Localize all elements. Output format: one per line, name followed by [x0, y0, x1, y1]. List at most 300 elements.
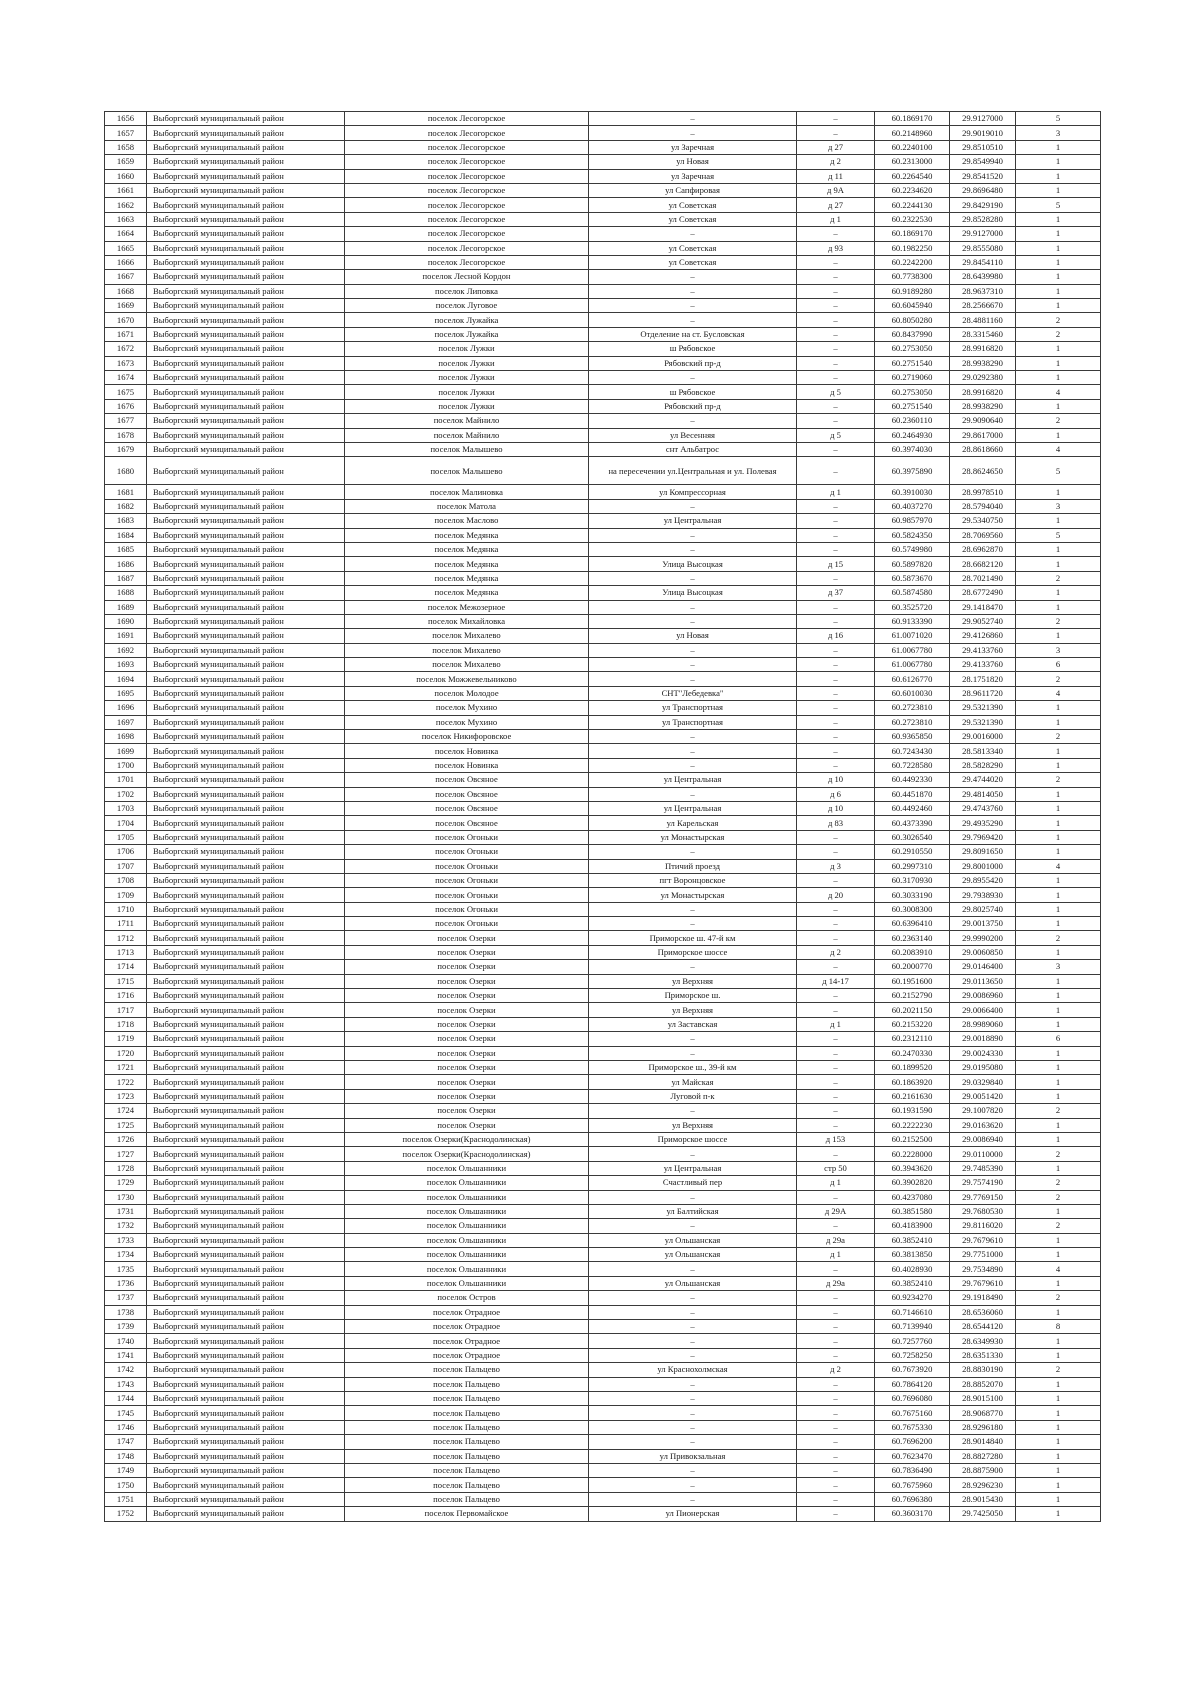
district-cell: Выборгский муниципальный район — [147, 1492, 345, 1506]
table-row — [105, 126, 1101, 140]
latitude-cell: 60.9234270 — [875, 1291, 950, 1305]
street-cell: – — [589, 1046, 797, 1060]
count-cell: 1 — [1016, 1118, 1101, 1132]
longitude-cell: 28.6351330 — [950, 1348, 1016, 1362]
district-cell: Выборгский муниципальный район — [147, 1075, 345, 1089]
latitude-cell: 60.6396410 — [875, 917, 950, 931]
table-row — [105, 1032, 1101, 1046]
row-number: 1678 — [105, 428, 147, 442]
count-cell: 1 — [1016, 1046, 1101, 1060]
district-cell: Выборгский муниципальный район — [147, 1507, 345, 1521]
district-cell: Выборгский муниципальный район — [147, 917, 345, 931]
table-row — [105, 715, 1101, 729]
street-cell: – — [589, 614, 797, 628]
latitude-cell: 61.0071020 — [875, 629, 950, 643]
longitude-cell: 28.9068770 — [950, 1406, 1016, 1420]
district-cell: Выборгский муниципальный район — [147, 457, 345, 485]
settlement-cell: поселок Медянка — [345, 557, 589, 571]
longitude-cell: 28.6772490 — [950, 586, 1016, 600]
table-row — [105, 658, 1101, 672]
table-row — [105, 1377, 1101, 1391]
settlement-cell: поселок Овсяное — [345, 816, 589, 830]
latitude-cell: 60.6045940 — [875, 299, 950, 313]
longitude-cell: 29.7679610 — [950, 1233, 1016, 1247]
table-row — [105, 989, 1101, 1003]
count-cell: 1 — [1016, 514, 1101, 528]
row-number: 1682 — [105, 499, 147, 513]
table-row — [105, 1507, 1101, 1521]
row-number: 1708 — [105, 873, 147, 887]
table-row — [105, 672, 1101, 686]
table-row — [105, 1420, 1101, 1434]
latitude-cell: 60.2751540 — [875, 399, 950, 413]
district-cell: Выборгский муниципальный район — [147, 1046, 345, 1060]
latitude-cell: 60.6010030 — [875, 686, 950, 700]
settlement-cell: поселок Озерки(Краснодолинская) — [345, 1147, 589, 1161]
settlement-cell: поселок Лужайка — [345, 313, 589, 327]
street-cell: пгт Воронцовское — [589, 873, 797, 887]
count-cell: 1 — [1016, 356, 1101, 370]
count-cell: 3 — [1016, 643, 1101, 657]
house-cell: д 1 — [797, 1176, 875, 1190]
house-cell: – — [797, 1003, 875, 1017]
settlement-cell: поселок Ольшанники — [345, 1248, 589, 1262]
count-cell: 1 — [1016, 989, 1101, 1003]
latitude-cell: 60.3603170 — [875, 1507, 950, 1521]
row-number: 1686 — [105, 557, 147, 571]
row-number: 1687 — [105, 571, 147, 585]
count-cell: 1 — [1016, 1334, 1101, 1348]
street-cell: ул Советская — [589, 212, 797, 226]
row-number: 1673 — [105, 356, 147, 370]
row-number: 1675 — [105, 385, 147, 399]
district-cell: Выборгский муниципальный район — [147, 1320, 345, 1334]
table-row — [105, 183, 1101, 197]
settlement-cell: поселок Мухино — [345, 715, 589, 729]
street-cell: ул Краснохолмская — [589, 1363, 797, 1377]
settlement-cell: поселок Озерки — [345, 989, 589, 1003]
count-cell: 1 — [1016, 787, 1101, 801]
street-cell: ул Центральная — [589, 514, 797, 528]
settlement-cell: поселок Пальцево — [345, 1449, 589, 1463]
count-cell: 1 — [1016, 1003, 1101, 1017]
district-cell: Выборгский муниципальный район — [147, 845, 345, 859]
house-cell: д 83 — [797, 816, 875, 830]
latitude-cell: 60.5897820 — [875, 557, 950, 571]
district-cell: Выборгский муниципальный район — [147, 542, 345, 556]
settlement-cell: поселок Пальцево — [345, 1478, 589, 1492]
street-cell: ул Центральная — [589, 801, 797, 815]
street-cell: Приморское шоссе — [589, 1132, 797, 1146]
row-number: 1685 — [105, 542, 147, 556]
count-cell: 1 — [1016, 758, 1101, 772]
district-cell: Выборгский муниципальный район — [147, 1363, 345, 1377]
settlement-cell: поселок Лесогорское — [345, 198, 589, 212]
settlement-cell: поселок Остров — [345, 1291, 589, 1305]
row-number: 1744 — [105, 1391, 147, 1405]
longitude-cell: 29.7680530 — [950, 1204, 1016, 1218]
district-cell: Выборгский муниципальный район — [147, 1161, 345, 1175]
district-cell: Выборгский муниципальный район — [147, 485, 345, 499]
table-row — [105, 140, 1101, 154]
house-cell: – — [797, 1435, 875, 1449]
street-cell: ул Верхняя — [589, 1003, 797, 1017]
settlement-cell: поселок Огоньки — [345, 917, 589, 931]
house-cell: – — [797, 126, 875, 140]
street-cell: – — [589, 1435, 797, 1449]
count-cell: 2 — [1016, 1291, 1101, 1305]
count-cell: 1 — [1016, 1061, 1101, 1075]
house-cell: – — [797, 960, 875, 974]
latitude-cell: 60.4028930 — [875, 1262, 950, 1276]
latitude-cell: 60.2719060 — [875, 371, 950, 385]
street-cell: СНТ"Лебедевка" — [589, 686, 797, 700]
district-cell: Выборгский муниципальный район — [147, 600, 345, 614]
street-cell: – — [589, 112, 797, 126]
house-cell: – — [797, 917, 875, 931]
house-cell: д 14-17 — [797, 974, 875, 988]
settlement-cell: поселок Ольшанники — [345, 1262, 589, 1276]
settlement-cell: поселок Лесогорское — [345, 227, 589, 241]
count-cell: 1 — [1016, 945, 1101, 959]
house-cell: – — [797, 830, 875, 844]
longitude-cell: 29.0292380 — [950, 371, 1016, 385]
latitude-cell: 60.7864120 — [875, 1377, 950, 1391]
district-cell: Выборгский муниципальный район — [147, 1334, 345, 1348]
table-row — [105, 1204, 1101, 1218]
latitude-cell: 60.2753050 — [875, 342, 950, 356]
settlement-cell: поселок Ольшанники — [345, 1233, 589, 1247]
count-cell: 2 — [1016, 773, 1101, 787]
row-number: 1671 — [105, 327, 147, 341]
count-cell: 3 — [1016, 499, 1101, 513]
count-cell: 1 — [1016, 399, 1101, 413]
house-cell: – — [797, 1391, 875, 1405]
longitude-cell: 29.8528280 — [950, 212, 1016, 226]
district-cell: Выборгский муниципальный район — [147, 327, 345, 341]
latitude-cell: 60.3525720 — [875, 600, 950, 614]
settlement-cell: поселок Ольшанники — [345, 1176, 589, 1190]
house-cell: – — [797, 672, 875, 686]
count-cell: 1 — [1016, 557, 1101, 571]
longitude-cell: 28.8875900 — [950, 1463, 1016, 1477]
house-cell: д 9А — [797, 183, 875, 197]
latitude-cell: 60.5874580 — [875, 586, 950, 600]
street-cell: ул Советская — [589, 241, 797, 255]
longitude-cell: 28.5828290 — [950, 758, 1016, 772]
latitude-cell: 60.8050280 — [875, 313, 950, 327]
table-row — [105, 1046, 1101, 1060]
count-cell: 1 — [1016, 1463, 1101, 1477]
street-cell: на пересечении ул.Центральная и ул. Полевая — [589, 457, 797, 485]
longitude-cell: 28.8830190 — [950, 1363, 1016, 1377]
longitude-cell: 29.7534890 — [950, 1262, 1016, 1276]
row-number: 1664 — [105, 227, 147, 241]
table-row — [105, 327, 1101, 341]
table-row — [105, 960, 1101, 974]
house-cell: д 29а — [797, 1276, 875, 1290]
count-cell: 1 — [1016, 1089, 1101, 1103]
count-cell: 1 — [1016, 1377, 1101, 1391]
count-cell: 2 — [1016, 1104, 1101, 1118]
table-row — [105, 730, 1101, 744]
house-cell: – — [797, 1291, 875, 1305]
house-cell: – — [797, 457, 875, 485]
row-number: 1679 — [105, 442, 147, 456]
row-number: 1706 — [105, 845, 147, 859]
table-row — [105, 629, 1101, 643]
row-number: 1740 — [105, 1334, 147, 1348]
street-cell: – — [589, 917, 797, 931]
count-cell: 1 — [1016, 371, 1101, 385]
longitude-cell: 29.0329840 — [950, 1075, 1016, 1089]
longitude-cell: 28.9015100 — [950, 1391, 1016, 1405]
row-number: 1723 — [105, 1089, 147, 1103]
row-number: 1667 — [105, 270, 147, 284]
latitude-cell: 60.7139940 — [875, 1320, 950, 1334]
district-cell: Выборгский муниципальный район — [147, 730, 345, 744]
house-cell: – — [797, 528, 875, 542]
longitude-cell: 29.7751000 — [950, 1248, 1016, 1262]
house-cell: д 2 — [797, 1363, 875, 1377]
row-number: 1709 — [105, 888, 147, 902]
count-cell: 5 — [1016, 112, 1101, 126]
house-cell: д 1 — [797, 485, 875, 499]
district-cell: Выборгский муниципальный район — [147, 299, 345, 313]
longitude-cell: 28.3315460 — [950, 327, 1016, 341]
street-cell: – — [589, 270, 797, 284]
settlement-cell: поселок Медянка — [345, 571, 589, 585]
table-row — [105, 356, 1101, 370]
settlement-cell: поселок Первомайское — [345, 1507, 589, 1521]
row-number: 1717 — [105, 1003, 147, 1017]
count-cell: 2 — [1016, 1363, 1101, 1377]
count-cell: 1 — [1016, 1478, 1101, 1492]
count-cell: 1 — [1016, 542, 1101, 556]
street-cell: – — [589, 758, 797, 772]
house-cell: – — [797, 873, 875, 887]
settlement-cell: поселок Озерки — [345, 1118, 589, 1132]
count-cell: 1 — [1016, 485, 1101, 499]
settlement-cell: поселок Озерки — [345, 1089, 589, 1103]
longitude-cell: 29.8091650 — [950, 845, 1016, 859]
table-row — [105, 112, 1101, 126]
district-cell: Выборгский муниципальный район — [147, 816, 345, 830]
latitude-cell: 60.4451870 — [875, 787, 950, 801]
longitude-cell: 29.8510510 — [950, 140, 1016, 154]
latitude-cell: 60.2322530 — [875, 212, 950, 226]
district-cell: Выборгский муниципальный район — [147, 356, 345, 370]
longitude-cell: 29.7769150 — [950, 1190, 1016, 1204]
longitude-cell: 28.9296180 — [950, 1420, 1016, 1434]
street-cell: – — [589, 414, 797, 428]
table-row — [105, 1391, 1101, 1405]
settlement-cell: поселок Матола — [345, 499, 589, 513]
street-cell: – — [589, 299, 797, 313]
count-cell: 2 — [1016, 1190, 1101, 1204]
count-cell: 1 — [1016, 629, 1101, 643]
street-cell: Рябовский пр-д — [589, 356, 797, 370]
district-cell: Выборгский муниципальный район — [147, 140, 345, 154]
count-cell: 1 — [1016, 1406, 1101, 1420]
settlement-cell: поселок Озерки — [345, 1003, 589, 1017]
latitude-cell: 60.2021150 — [875, 1003, 950, 1017]
table-row — [105, 442, 1101, 456]
table-row — [105, 845, 1101, 859]
settlement-cell: поселок Озерки — [345, 1104, 589, 1118]
latitude-cell: 60.3813850 — [875, 1248, 950, 1262]
district-cell: Выборгский муниципальный район — [147, 499, 345, 513]
row-number: 1742 — [105, 1363, 147, 1377]
latitude-cell: 60.3852410 — [875, 1276, 950, 1290]
district-cell: Выборгский муниципальный район — [147, 270, 345, 284]
street-cell: – — [589, 1104, 797, 1118]
longitude-cell: 28.7069560 — [950, 528, 1016, 542]
house-cell: – — [797, 1406, 875, 1420]
street-cell: Улица Высоцкая — [589, 586, 797, 600]
settlement-cell: поселок Луговое — [345, 299, 589, 313]
row-number: 1694 — [105, 672, 147, 686]
house-cell: – — [797, 414, 875, 428]
street-cell: ул Заречная — [589, 140, 797, 154]
row-number: 1697 — [105, 715, 147, 729]
latitude-cell: 60.7243430 — [875, 744, 950, 758]
count-cell: 1 — [1016, 917, 1101, 931]
settlement-cell: поселок Лесогорское — [345, 140, 589, 154]
longitude-cell: 29.0018890 — [950, 1032, 1016, 1046]
latitude-cell: 60.3910030 — [875, 485, 950, 499]
table-row — [105, 1190, 1101, 1204]
house-cell: – — [797, 686, 875, 700]
latitude-cell: 60.1869170 — [875, 112, 950, 126]
district-cell: Выборгский муниципальный район — [147, 686, 345, 700]
address-table-page — [104, 111, 1100, 1522]
longitude-cell: 29.7574190 — [950, 1176, 1016, 1190]
row-number: 1702 — [105, 787, 147, 801]
street-cell: – — [589, 658, 797, 672]
district-cell: Выборгский муниципальный район — [147, 571, 345, 585]
house-cell: д 11 — [797, 169, 875, 183]
longitude-cell: 29.0113650 — [950, 974, 1016, 988]
longitude-cell: 29.5321390 — [950, 701, 1016, 715]
longitude-cell: 28.9989060 — [950, 1017, 1016, 1031]
house-cell: – — [797, 1478, 875, 1492]
table-row — [105, 873, 1101, 887]
latitude-cell: 60.7146610 — [875, 1305, 950, 1319]
settlement-cell: поселок Лесогорское — [345, 169, 589, 183]
longitude-cell: 29.0195080 — [950, 1061, 1016, 1075]
settlement-cell: поселок Лесной Кордон — [345, 270, 589, 284]
district-cell: Выборгский муниципальный район — [147, 629, 345, 643]
table-row — [105, 155, 1101, 169]
longitude-cell: 29.8617000 — [950, 428, 1016, 442]
house-cell: – — [797, 1507, 875, 1521]
count-cell: 3 — [1016, 126, 1101, 140]
house-cell: – — [797, 1061, 875, 1075]
district-cell: Выборгский муниципальный район — [147, 255, 345, 269]
house-cell: – — [797, 1262, 875, 1276]
longitude-cell: 29.8001000 — [950, 859, 1016, 873]
table-row — [105, 414, 1101, 428]
street-cell: ул Сапфировая — [589, 183, 797, 197]
district-cell: Выборгский муниципальный район — [147, 442, 345, 456]
settlement-cell: поселок Малышево — [345, 442, 589, 456]
count-cell: 1 — [1016, 715, 1101, 729]
street-cell: – — [589, 1291, 797, 1305]
house-cell: – — [797, 1104, 875, 1118]
district-cell: Выборгский муниципальный район — [147, 514, 345, 528]
count-cell: 1 — [1016, 428, 1101, 442]
street-cell: – — [589, 902, 797, 916]
house-cell: – — [797, 989, 875, 1003]
table-row — [105, 371, 1101, 385]
count-cell: 3 — [1016, 960, 1101, 974]
count-cell: 1 — [1016, 1204, 1101, 1218]
settlement-cell: поселок Пальцево — [345, 1492, 589, 1506]
latitude-cell: 60.2312110 — [875, 1032, 950, 1046]
street-cell: ул Верхняя — [589, 1118, 797, 1132]
district-cell: Выборгский муниципальный район — [147, 1147, 345, 1161]
street-cell: ул Верхняя — [589, 974, 797, 988]
count-cell: 6 — [1016, 658, 1101, 672]
district-cell: Выборгский муниципальный район — [147, 169, 345, 183]
latitude-cell: 60.2234620 — [875, 183, 950, 197]
count-cell: 1 — [1016, 888, 1101, 902]
settlement-cell: поселок Можжевельниково — [345, 672, 589, 686]
settlement-cell: поселок Озерки — [345, 1017, 589, 1031]
house-cell: – — [797, 1032, 875, 1046]
latitude-cell: 60.1869170 — [875, 227, 950, 241]
table-row — [105, 744, 1101, 758]
count-cell: 1 — [1016, 1161, 1101, 1175]
count-cell: 2 — [1016, 1176, 1101, 1190]
street-cell: Луговой п-к — [589, 1089, 797, 1103]
settlement-cell: поселок Малышево — [345, 457, 589, 485]
house-cell: – — [797, 255, 875, 269]
row-number: 1713 — [105, 945, 147, 959]
settlement-cell: поселок Ольшанники — [345, 1190, 589, 1204]
count-cell: 2 — [1016, 414, 1101, 428]
longitude-cell: 28.8624650 — [950, 457, 1016, 485]
row-number: 1656 — [105, 112, 147, 126]
latitude-cell: 60.2723810 — [875, 701, 950, 715]
count-cell: 1 — [1016, 155, 1101, 169]
settlement-cell: поселок Маслово — [345, 514, 589, 528]
house-cell: д 153 — [797, 1132, 875, 1146]
count-cell: 2 — [1016, 672, 1101, 686]
settlement-cell: поселок Медянка — [345, 586, 589, 600]
district-cell: Выборгский муниципальный район — [147, 1176, 345, 1190]
street-cell: – — [589, 313, 797, 327]
street-cell: ул Ольшанская — [589, 1248, 797, 1262]
house-cell: – — [797, 270, 875, 284]
count-cell: 1 — [1016, 183, 1101, 197]
row-number: 1732 — [105, 1219, 147, 1233]
table-row — [105, 1017, 1101, 1031]
house-cell: д 16 — [797, 629, 875, 643]
row-number: 1710 — [105, 902, 147, 916]
district-cell: Выборгский муниципальный район — [147, 1248, 345, 1262]
house-cell: – — [797, 1089, 875, 1103]
street-cell: – — [589, 1147, 797, 1161]
settlement-cell: поселок Ольшанники — [345, 1219, 589, 1233]
settlement-cell: поселок Майнило — [345, 428, 589, 442]
count-cell: 1 — [1016, 1248, 1101, 1262]
longitude-cell: 28.9611720 — [950, 686, 1016, 700]
district-cell: Выборгский муниципальный район — [147, 715, 345, 729]
settlement-cell: поселок Пальцево — [345, 1463, 589, 1477]
street-cell: – — [589, 1420, 797, 1434]
